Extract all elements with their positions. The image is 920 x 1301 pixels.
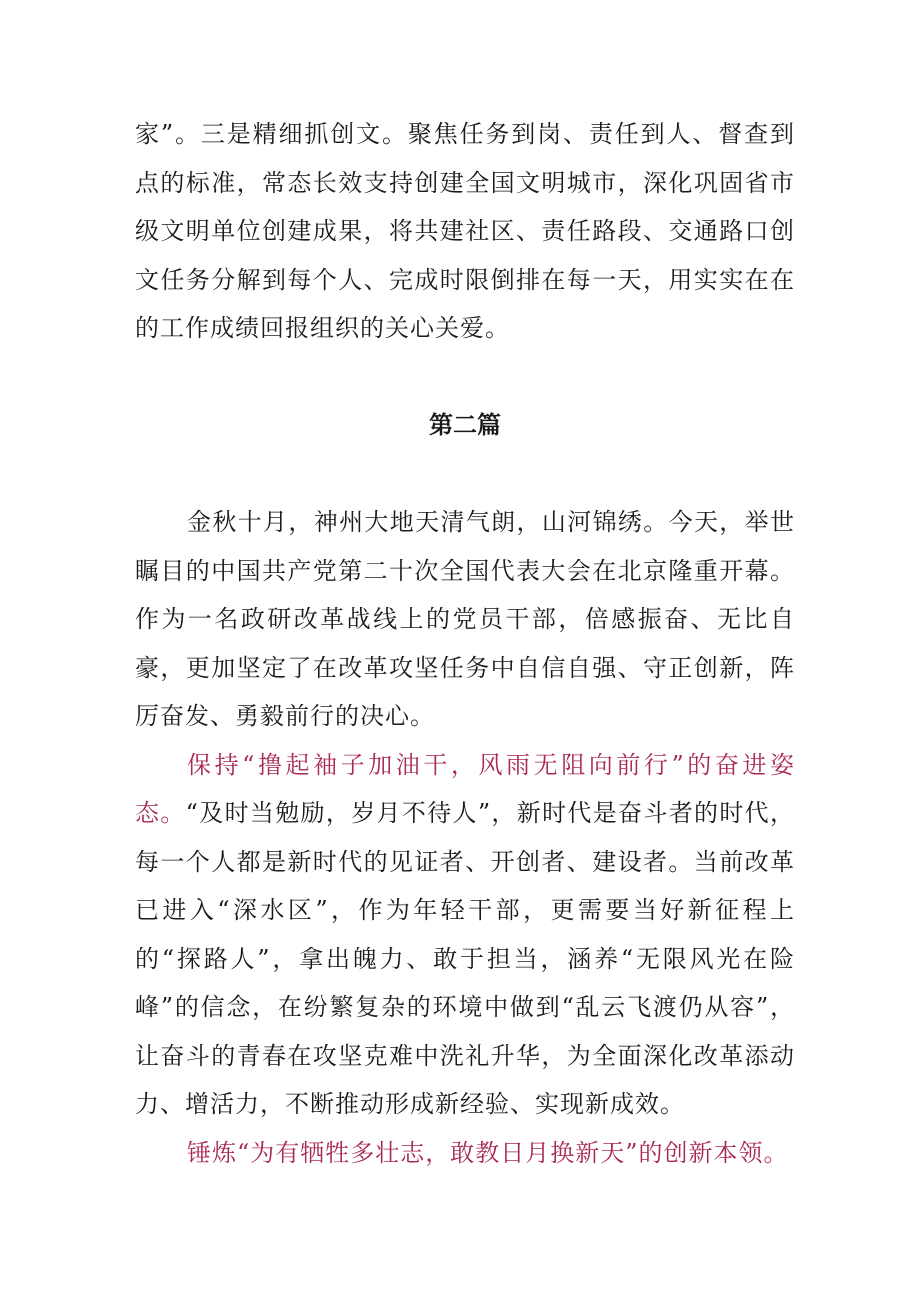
paragraph-section-one [135, 741, 795, 1129]
paragraph-intro: 金秋十月，神州大地天清气朗，山河锦绣。今天，举世瞩目的中国共产党第二十次全国代表大会在北京隆重开幕。作为一名政研改革战线上的党员干部，倍感振奋、无比自豪，更加坚定了在改革攻坚任务中自信自强、守正创新，阵厉奋发、勇毅前行的决心。 [135, 508, 795, 730]
paragraph-continuation: 家”。三是精细抓创文。聚焦任务到岗、责任到人、督查到点的标准，常态长效支持创建全国文明城市，深化巩固省市级文明单位创建成果，将共建社区、责任路段、交通路口创文任务分解到每个人、完成时限倒排在每一天，用实实在在的工作成绩回报组织的关心关爱。 [135, 120, 795, 342]
paragraph-section-one-body: “及时当勉励，岁月不待人”，新时代是奋斗者的时代，每一个人都是新时代的见证者、开创者、建设者。当前改革已进入“深水区”，作为年轻干部，更需要当好新征程上的“探路人”，拿出魄力、敢于担当，涵养“无限风光在险峰”的信念，在纷繁复杂的环境中做到“乱云飞渡仍从容”，让奋斗的青春在攻坚克难中洗礼升华，为全面深化改革添动力、增活力，不断推动形成新经验、实现新成效。 [135, 799, 795, 1118]
paragraph-section-two [135, 1129, 795, 1178]
document-body [135, 110, 795, 1177]
section-heading: 第二篇 [429, 410, 501, 439]
highlight-heading-one: 保持“撸起袖子加油干，风雨无阻向前行”的奋进姿态。 [135, 750, 795, 827]
highlight-heading-two: 锤炼“为有牺牲多壮志，敢教日月换新天”的创新本领。 [187, 1138, 789, 1167]
